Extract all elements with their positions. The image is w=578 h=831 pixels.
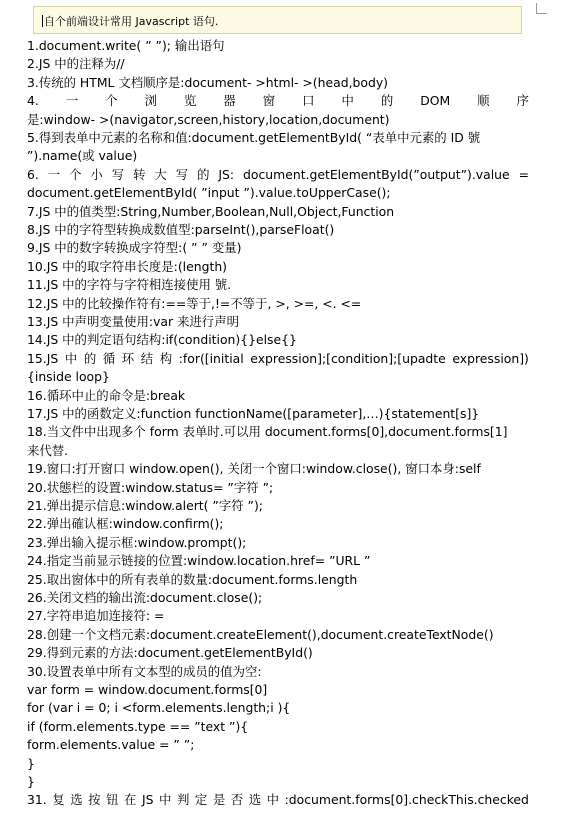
text-token: 的 [83, 350, 97, 366]
text-line: 19.窗口:打开窗口 window.open(), 关闭一个窗口:window.close(), 窗口本身:self [27, 461, 481, 477]
text-line: document.getElementById( ”input ”).value.toUpperCase(); [27, 185, 391, 201]
text-line: 30.设置表单中所有文本型的成员的值为空: [27, 663, 262, 679]
text-token: :document.forms[0].checkThis.checked [284, 792, 529, 808]
text-token: document.getElementById(”output”).value [243, 166, 510, 182]
text-line: ”).name(或 value) [27, 148, 138, 164]
text-token: 选 [248, 792, 262, 808]
text-line: 16.循环中止的命令是:break [27, 387, 186, 403]
text-line: form.elements.value = ” ”; [27, 737, 195, 753]
text-line: {inside loop} [27, 369, 110, 385]
text-line: 23.弹出输入提示框:window.prompt(); [27, 534, 247, 550]
text-cursor [42, 15, 43, 27]
text-line: 2.JS 中的注释为// [27, 56, 125, 72]
text-line: 7.JS 中的值类型:String,Number,Boolean,Null,Object,Function [27, 203, 395, 219]
text-line: 25.取出窗体中的所有表单的数量:document.forms.length [27, 571, 358, 587]
text-line: 22.弹出確认框:window.confirm(); [27, 516, 224, 532]
text-token: 15.JS [27, 350, 59, 366]
text-line: 9.JS 中的数字转换成字符型:( ” ” 变量) [27, 240, 242, 256]
text-token: 写 [111, 166, 125, 182]
text-token: 按 [88, 792, 101, 808]
text-token: 环 [121, 350, 135, 366]
text-line: 26.关闭文档的输出流:document.close(); [27, 590, 263, 605]
text-line: 13.JS 中声明变量使用:var 来进行声明 [27, 314, 239, 329]
text-token: 个 [105, 93, 118, 109]
text-line: 1.document.write( ” ”); 输出语句 [27, 38, 225, 53]
text-line: 是:window- >(navigator,screen,history,location,document) [27, 111, 390, 127]
text-line: 20.状態栏的设置:window.status= ”字符 ”; [27, 479, 274, 495]
text-token: 4. [27, 93, 39, 109]
text-line: 14.JS 中的判定语句结构:if(condition){}else{} [27, 332, 297, 348]
text-token: 中 [159, 792, 172, 808]
text-line: 8.JS 中的字符型转换成数值型:parseInt(),parseFloat() [27, 222, 335, 237]
text-token: 复 [52, 792, 65, 808]
text-line: } [27, 755, 35, 771]
text-token: 结 [140, 350, 154, 366]
text-token: 序 [516, 93, 529, 109]
text-line: 17.JS 中的函数定义:function functionName([parameter],…){statement[s]} [27, 406, 480, 421]
text-line [27, 791, 529, 809]
text-line: 3.传统的 HTML 文档顺序是:document- >html- >(head,body) [27, 74, 388, 90]
text-token: 小 [90, 166, 103, 182]
text-line [27, 166, 529, 184]
document-title: 自个前端设计常用 Javascript 语句. [44, 15, 219, 28]
text-token: 浏 [144, 93, 157, 109]
text-token: :for([initial [178, 350, 244, 366]
text-line: } [27, 774, 35, 789]
text-token: 览 [183, 93, 197, 109]
text-token: = [518, 166, 529, 182]
text-token: 转 [133, 166, 146, 182]
text-token: 31. [27, 792, 47, 808]
text-line: var form = window.document.forms[0] [27, 682, 268, 697]
text-line: 10.JS 中的取字符串长度是:(length) [27, 258, 228, 274]
text-token: 中 [266, 792, 280, 808]
text-line: 27.字符串追加连接符: = [27, 608, 165, 624]
text-token: 在 [124, 792, 137, 808]
text-line: 28.创建一个文档元素:document.createElement(),document.createTextNode() [27, 626, 494, 642]
text-token: 大 [154, 166, 167, 182]
text-token: 个 [69, 166, 82, 182]
text-line: 18.当文件中出现多个 form 表单时.可以用 document.forms[0],document.forms[1] [27, 424, 508, 440]
text-token: JS: [218, 166, 235, 182]
text-token: 选 [70, 792, 83, 808]
text-token: 中 [64, 350, 78, 366]
text-token: 中 [341, 93, 354, 109]
text-token: 否 [230, 792, 244, 808]
text-token: 循 [102, 350, 116, 366]
text-token: 写 [175, 166, 189, 182]
text-token: 6. [27, 166, 39, 182]
text-token: expression];[condition];[upadte [250, 350, 446, 366]
text-token: 定 [194, 792, 208, 808]
page-corner-mark [536, 3, 547, 14]
text-token: 的 [197, 166, 210, 182]
text-token: 判 [176, 792, 190, 808]
text-token: 构 [159, 350, 173, 366]
text-line: for (var i = 0; i <form.elements.length;i ){ [27, 700, 291, 716]
text-token: 口 [302, 93, 315, 109]
text-line: 21.弹出提示信息:window.alert( ”字符 ”); [27, 498, 263, 513]
text-token: 钮 [106, 792, 119, 808]
text-token: 器 [223, 93, 236, 109]
text-token: 一 [47, 166, 61, 182]
text-token: 是 [212, 792, 226, 808]
text-line: 来代替. [27, 442, 69, 458]
text-token: DOM [420, 93, 451, 109]
text-token: 顺 [477, 93, 490, 109]
text-token: expression]) [452, 350, 529, 366]
text-token: 窗 [262, 93, 276, 109]
text-token: 的 [380, 93, 394, 109]
text-line: 24.指定当前显示链接的位置:window.location.href= ”URL ” [27, 553, 371, 569]
text-line [27, 92, 529, 110]
title-line [42, 15, 218, 28]
text-line: 12.JS 中的比较操作符有:==等于,!=不等于, >, >=, <. <= [27, 295, 362, 311]
text-line: 5.得到表单中元素的名称和值:document.getElementById( “表单中元素的 ID 號 [27, 130, 481, 145]
text-token: 一 [65, 93, 79, 109]
text-line: 29.得到元素的方法:document.getElementById() [27, 645, 313, 661]
text-line: if (form.elements.type == ”text ”){ [27, 718, 249, 734]
title-box [33, 6, 522, 34]
text-line [27, 350, 529, 368]
text-token: JS [141, 792, 154, 808]
text-line: 11.JS 中的字符与字符相连接使用 號. [27, 277, 232, 293]
